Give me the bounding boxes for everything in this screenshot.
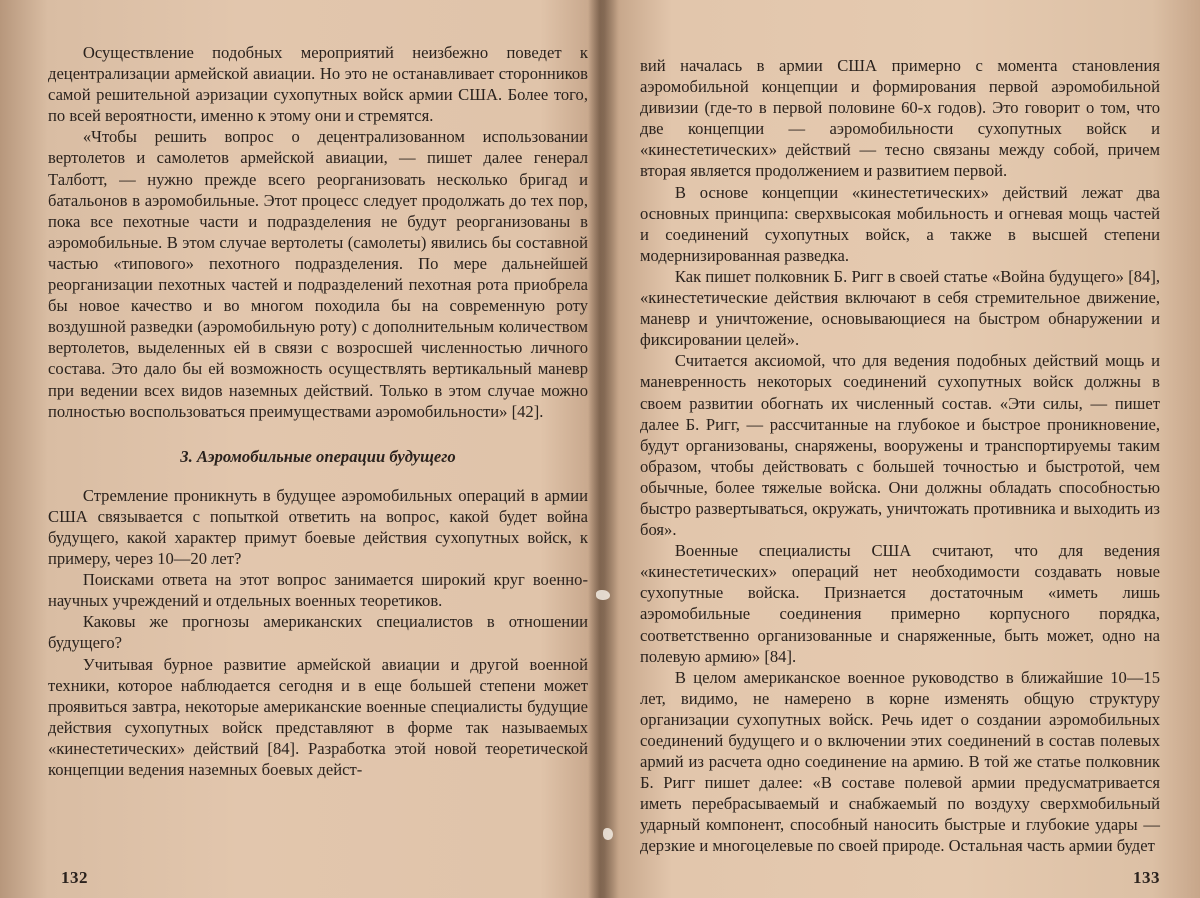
left-page (48, 0, 588, 898)
left-paragraph-3: Стремление проникнуть в будущее аэромобильных операций в армии США связывается с попыткой ответить на вопрос, какой будет война будущего, какой характер примут боевые действия сухопутных войск, к примеру, через 10—20 лет? (48, 485, 588, 569)
right-paragraph-2: В основе концепции «кинестетических» действий лежат два основных принципа: сверхвысокая мобильность и огневая мощь частей и соединений сухопутных войск, а также в высшей степени модернизированная разведка. (640, 182, 1160, 265)
left-paragraph-6: Учитывая бурное развитие армейской авиации и другой военной техники, которое наблюдается сегодня и в еще большей степени может проявиться завтра, некоторые американские военные специалисты будущие действия сухопутных войск представляют в форме так называемых «кинестетических» действий [84]. Разработка этой новой теоретической концепции ведения наземных боевых дейст- (48, 654, 588, 779)
right-paragraph-5: Военные специалисты США считают, что для ведения «кинестетических» операций нет необходимости создавать новые сухопутные войска. Признается достаточным «иметь лишь аэромобильные соединения примерно корпусного порядка, соответственно организованные и снаряженные, быть может, одно на полевую армию» [84]. (640, 541, 1160, 666)
right-paragraph-1: вий началась в армии США примерно с момента становления аэромобильной концепции и формирования первой аэромобильной дивизии (где-то в первой половине 60-х годов). Это говорит о том, что две концепции — аэромобильности сухопутных войск и «кинестетических» действий — тесно связаны между собой, причем вторая является продолжением и развитием первой. (640, 56, 1160, 181)
right-page (640, 0, 1160, 898)
left-paragraph-2: «Чтобы решить вопрос о децентрализованном использовании вертолетов и самолетов армейской авиации, — пишет далее генерал Талботт, — нужно прежде всего реорганизовать несколько бригад и батальонов в аэромобильные. Этот процесс следует продолжать до тех пор, пока все пехотные части и подразделения не будут реорганизованы в аэромобильные. В этом случае вертолеты (самолеты) явились бы составной частью «типового» пехотного подразделения. По мере дальнейшей реорганизации пехотных частей и подразделений пехотная рота приобрела бы новое качество и во многом походила бы на современную роту воздушной разведки (аэромобильную роту) с дополнительным количеством вертолетов, выделенных ей в связи с возросшей численностью личного состава. Это дало бы ей возможность осуществлять вертикальный маневр при ведении всех видов наземных действий. Только в этом случае можно полностью воспользоваться преимуществами аэромобильности» [42]. (48, 127, 588, 421)
book-gutter (588, 0, 620, 898)
page-number: 133 (1133, 867, 1160, 887)
paper-tear (596, 590, 610, 600)
right-paragraph-4: Считается аксиомой, что для ведения подобных действий мощь и маневренность некоторых соединений сухопутных войск должны в своем развитии обогнать их численный состав. «Эти силы, — пишет далее Б. Ригг, — рассчитанные на глубокое и быстрое проникновение, будут организованы, снаряжены, вооружены и транспортируемы таким образом, чтобы действовать с большей точностью и быстротой, чем обычные, более тяжелые войска. Они должны обладать способностью быстро развертываться, окружать, уничтожать противника и выходить из боя». (640, 351, 1160, 540)
paper-tear (603, 828, 613, 840)
left-paragraph-5: Каковы же прогнозы американских специалистов в отношении будущего? (48, 612, 588, 653)
left-paragraph-4: Поисками ответа на этот вопрос занимается широкий круг военно-научных учреждений и отдельных военных теоретиков. (48, 570, 588, 611)
right-paragraph-3: Как пишет полковник Б. Ригг в своей статье «Война будущего» [84], «кинестетические действия включают в себя стремительное движение, маневр и уничтожение, основывающиеся на быстром обнаружении и фиксировании целей». (640, 266, 1160, 350)
section-heading: 3. Аэромобильные операции будущего (180, 446, 456, 466)
right-paragraph-6: В целом американское военное руководство в ближайшие 10—15 лет, видимо, не намерено в корне изменять общую структуру организации сухопутных войск. Речь идет о создании аэромобильных соединений будущего и о включении этих соединений в состав полевых армий из расчета одно соединение на армию. В той же статье полковник Б. Ригг пишет далее: «В составе полевой армии предусматривается иметь перебрасываемый и снабжаемый по воздуху сверхмобильный ударный компонент, способный наносить быстрые и глубокие удары — дерзкие и многоцелевые по своей природе. Остальная часть армии будет (640, 667, 1160, 856)
page-number: 132 (61, 867, 88, 887)
left-paragraph-1: Осуществление подобных мероприятий неизбежно поведет к децентрализации армейской авиации. Но это не останавливает сторонников самой решительной аэризации сухопутных войск армии США. Более того, по всей вероятности, именно к этому они и стремятся. (48, 43, 588, 126)
